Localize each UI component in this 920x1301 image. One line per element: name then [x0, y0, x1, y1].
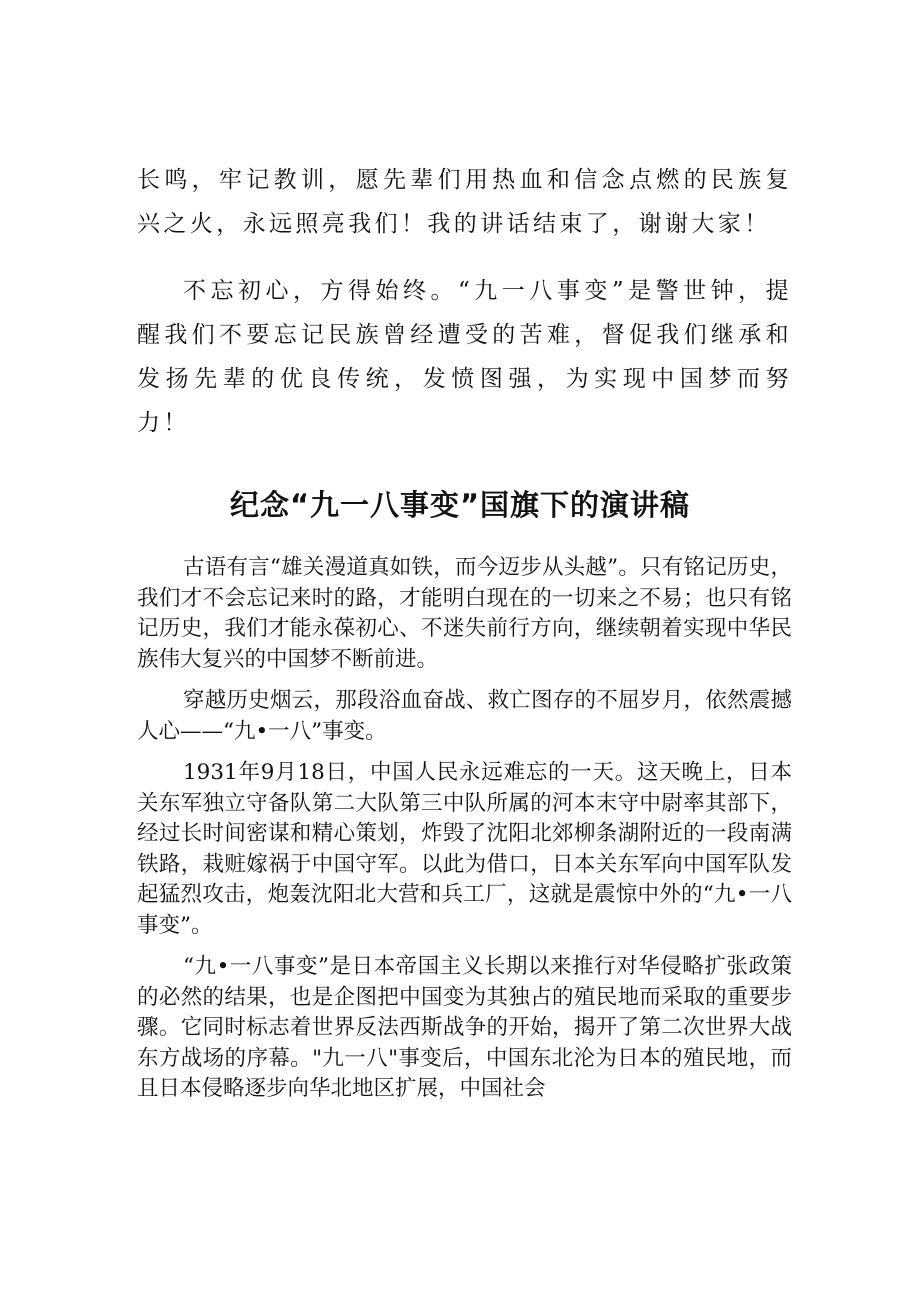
article-paragraph-3: 1931年9月18日，中国人民永远难忘的一天。这天晚上，日本关东军独立守备队第二大队第三中队所属的河本末守中尉率其部下，经过长时间密谋和精心策划，炸毁了沈阳北郊柳条湖附近的一段南满铁路，栽赃嫁祸于中国守军。以此为借口，日本关东军向中国军队发起猛烈攻击，炮轰沈阳北大营和兵工厂，这就是震惊中外的“九•一八事变”。: [137, 760, 792, 938]
article-paragraph-4: “九•一八事变”是日本帝国主义长期以来推行对华侵略扩张政策的必然的结果，也是企图把中国变为其独占的殖民地而采取的重要步骤。它同时标志着世界反法西斯战争的开始，揭开了第二次世界大战东方战场的序幕。"九一八"事变后，中国东北沦为日本的殖民地，而且日本侵略逐步向华北地区扩展，中国社会: [137, 954, 792, 1101]
continuation-paragraph-1: 长鸣，牢记教训，愿先辈们用热血和信念点燃的民族复兴之火，永远照亮我们！我的讲话结束了，谢谢大家！: [137, 167, 792, 237]
article-body: [137, 553, 792, 1116]
article-paragraph-2: 穿越历史烟云，那段浴血奋战、救亡图存的不屈岁月，依然震撼人心——“九•一八”事变。: [137, 688, 792, 744]
article-paragraph-1: 古语有言“雄关漫道真如铁，而今迈步从头越”。只有铭记历史，我们才不会忘记来时的路，才能明白现在的一切来之不易；也只有铭记历史，我们才能永葆初心、不迷失前行方向，继续朝着实现中华民族伟大复兴的中国梦不断前进。: [137, 555, 792, 672]
continuation-section: [137, 158, 792, 445]
continuation-paragraph-2: 不忘初心，方得始终。“九一八事变”是警世钟，提醒我们不要忘记民族曾经遭受的苦难，督促我们继承和发扬先辈的优良传统，发愤图强，为实现中国梦而努力！: [137, 278, 792, 436]
article-title: 纪念“九一八事变”国旗下的演讲稿: [229, 488, 691, 523]
